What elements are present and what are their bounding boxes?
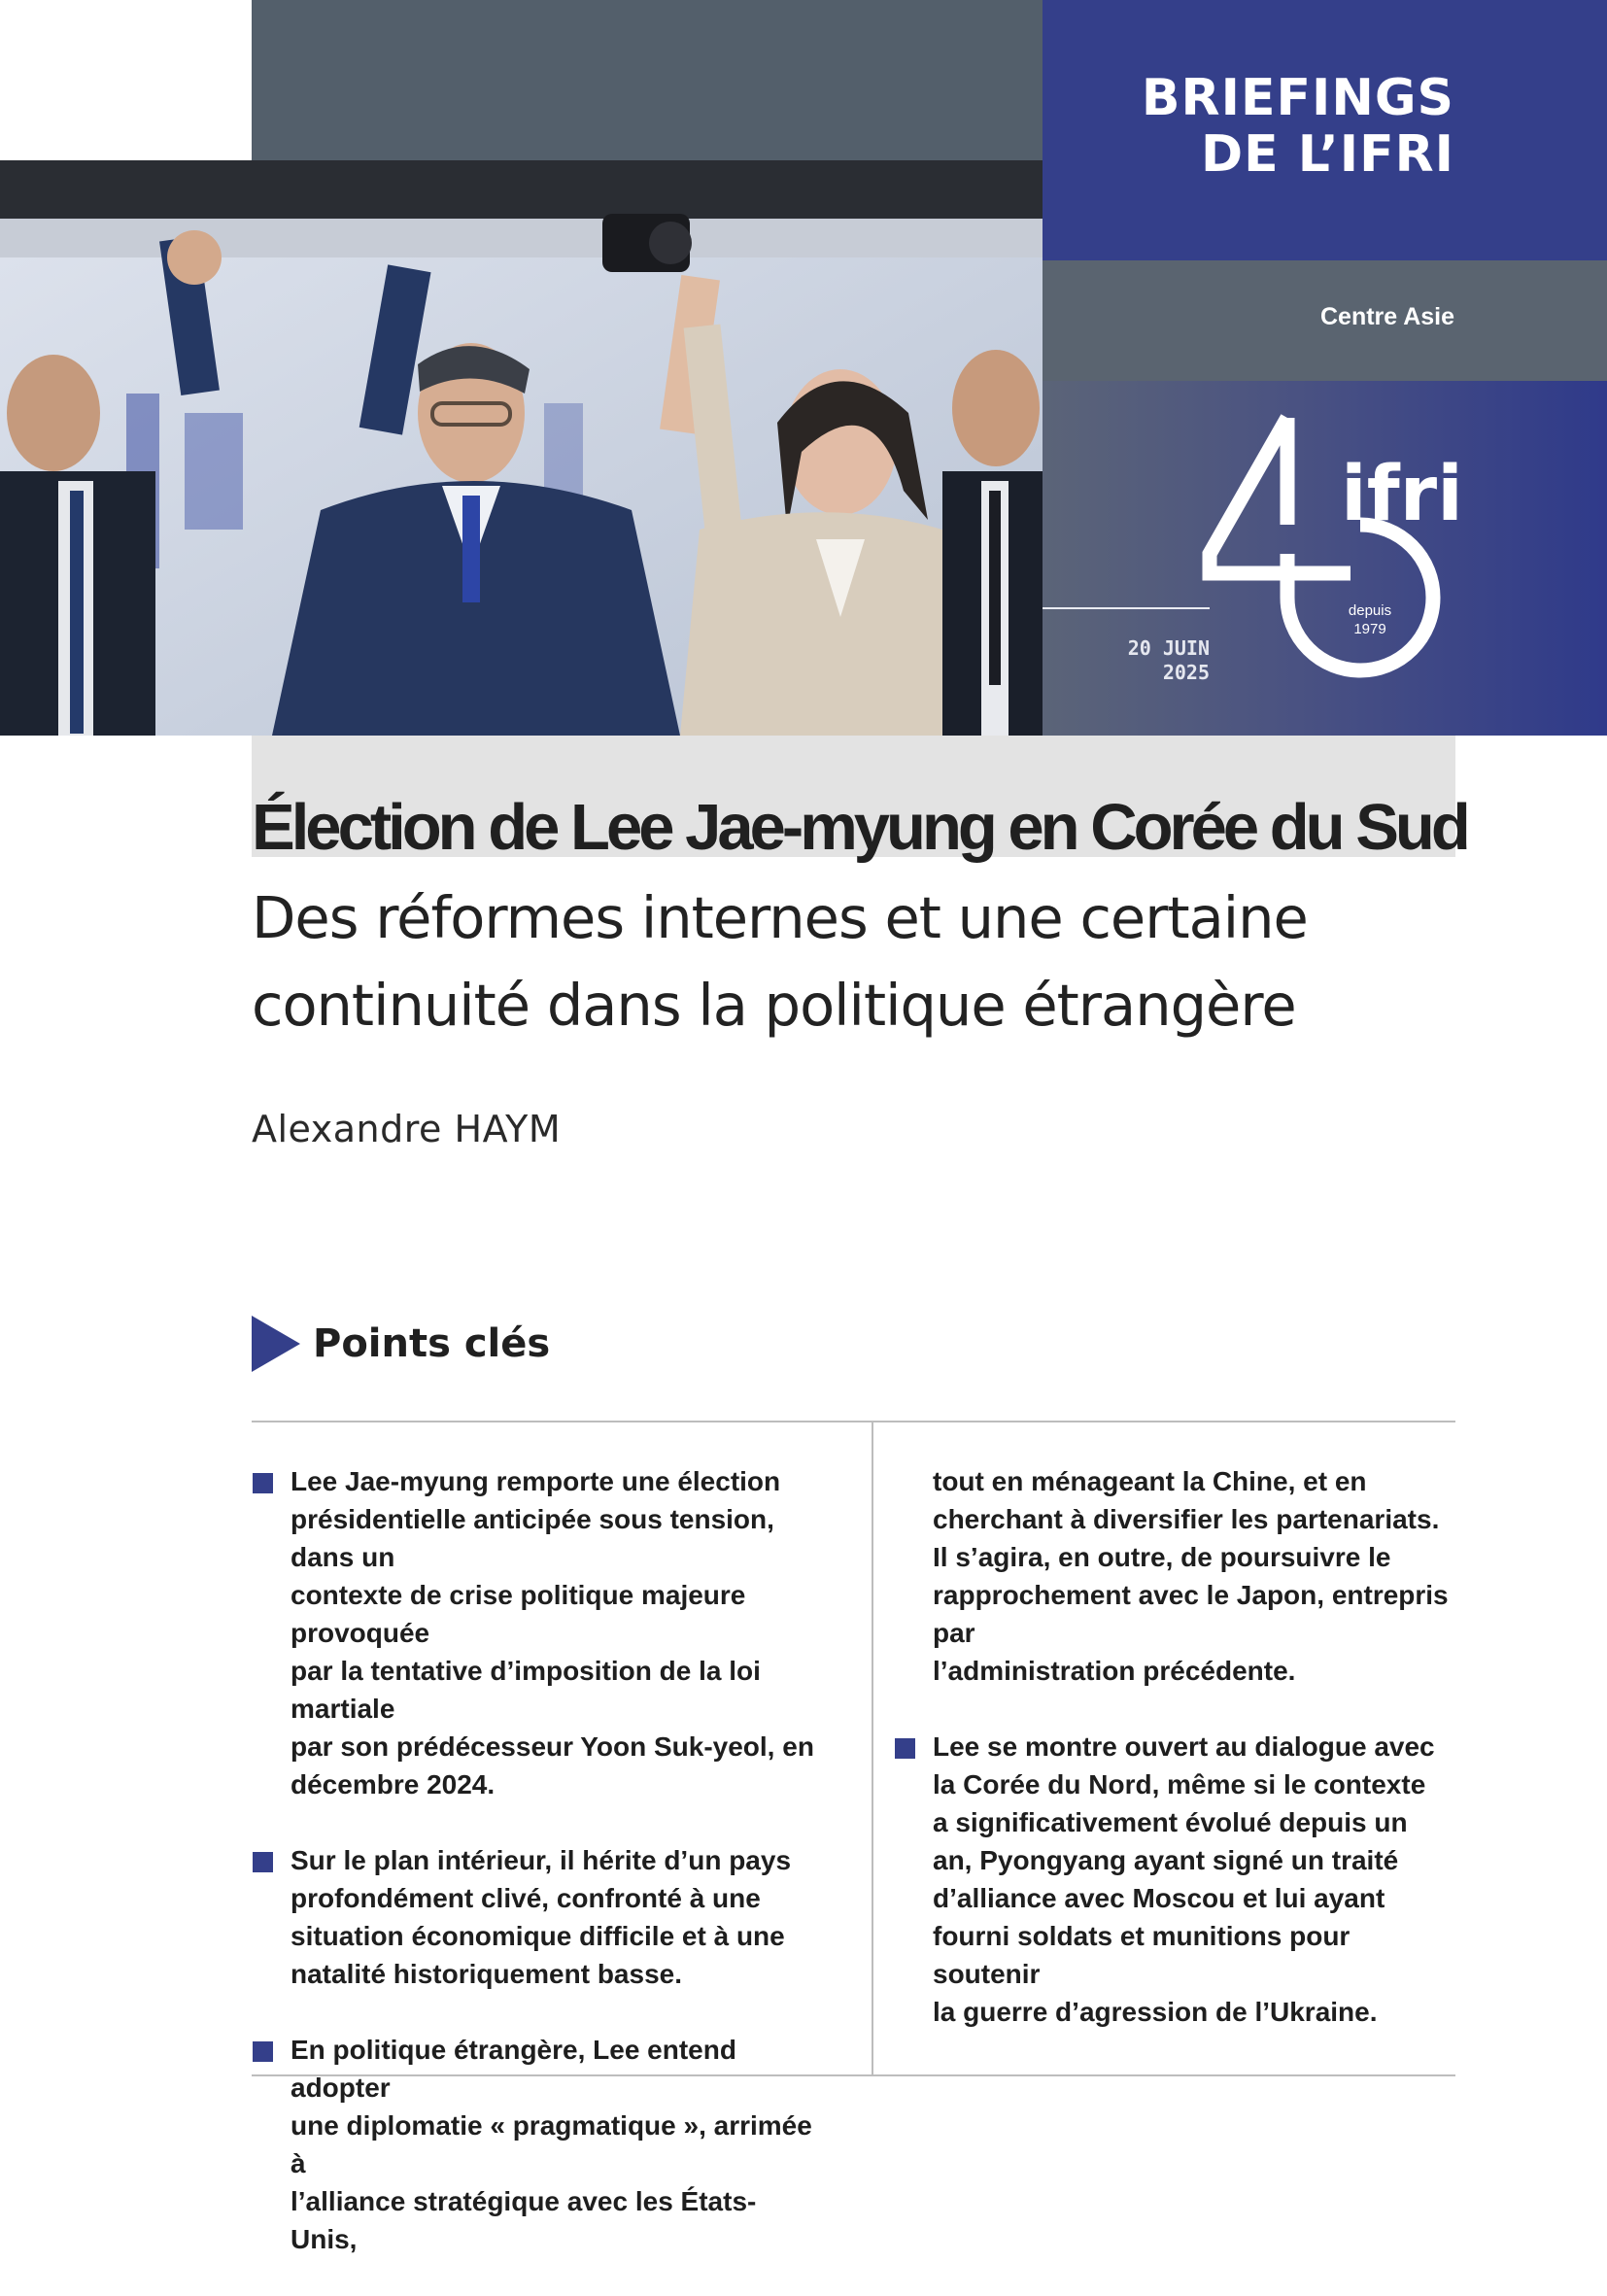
key-point-line: Il s’agira, en outre, de poursuivre le [933, 1542, 1391, 1572]
publication-date [1044, 636, 1210, 685]
key-point-line: En politique étrangère, Lee entend adopter [291, 2035, 736, 2103]
bullet-square-icon [253, 2041, 273, 2062]
key-point-line: natalité historiquement basse. [291, 1959, 682, 1989]
key-point-continuation [894, 1462, 1457, 1690]
bullet-square-icon [895, 1738, 915, 1759]
key-point-line: fourni soldats et munitions pour soutenir [933, 1921, 1351, 1989]
key-point-line: Lee se montre ouvert au dialogue avec [933, 1731, 1435, 1762]
key-point-line: par la tentative d’imposition de la loi martiale [291, 1656, 761, 1724]
key-point-line: Sur le plan intérieur, il hérite d’un pays [291, 1845, 792, 1875]
ifri-45-anniversary-logo [1195, 408, 1487, 719]
date-day-month: 20 JUIN [1127, 636, 1210, 660]
key-point-line: tout en ménageant la Chine, et en [933, 1466, 1367, 1496]
key-point-line: cherchant à diversifier les partenariats. [933, 1504, 1440, 1534]
key-point-line: une diplomatie « pragmatique », arrimée à [291, 2110, 812, 2178]
key-point-line: contexte de crise politique majeure provoquée [291, 1580, 746, 1648]
key-point-line: a significativement évolué depuis un [933, 1807, 1408, 1837]
key-point-line: profondément clivé, confronté à une [291, 1883, 761, 1913]
date-year: 2025 [1162, 661, 1210, 684]
key-point-line: an, Pyongyang ayant signé un traité [933, 1845, 1399, 1875]
page-subtitle [252, 874, 1455, 1049]
series-title-line1: BRIEFINGS [1141, 69, 1454, 127]
cover-photo [0, 160, 1043, 736]
author-name: Alexandre HAYM [252, 1108, 562, 1150]
key-point-line: présidentielle anticipée sous tension, dans un [291, 1504, 774, 1572]
key-points-left-column [252, 1462, 815, 2296]
bullet-square-icon [253, 1473, 273, 1493]
key-point-line: Lee Jae-myung remporte une élection [291, 1466, 781, 1496]
logo-since-year: 1979 [1353, 621, 1386, 637]
key-point-line: la guerre d’agression de l’Ukraine. [933, 1997, 1378, 2027]
column-divider [872, 1421, 873, 2076]
logo-wordmark: ifri [1341, 451, 1463, 538]
key-point [252, 1462, 815, 1803]
play-arrow-icon [252, 1316, 300, 1372]
key-points-top-rule [252, 1421, 1455, 1422]
centre-label: Centre Asie [1319, 303, 1454, 330]
key-point-line: situation économique difficile et à une [291, 1921, 785, 1951]
key-point-line: l’administration précédente. [933, 1656, 1296, 1686]
key-point-line: par son prédécesseur Yoon Suk-yeol, en [291, 1731, 814, 1762]
date-rule [1043, 607, 1210, 609]
subtitle-line2: continuité dans la politique étrangère [252, 972, 1296, 1039]
logo-since-label: depuis [1348, 602, 1392, 619]
key-point-line: l’alliance stratégique avec les États-Unis, [291, 2186, 757, 2254]
key-point-line: d’alliance avec Moscou et lui ayant [933, 1883, 1385, 1913]
key-point-line: décembre 2024. [291, 1769, 496, 1799]
key-point-line: la Corée du Nord, même si le contexte [933, 1769, 1426, 1799]
series-title-line2: DE L’IFRI [1201, 125, 1454, 184]
key-point [252, 1841, 815, 1993]
key-points-right-column [894, 1462, 1457, 2069]
key-point [894, 1728, 1457, 2031]
bullet-square-icon [253, 1852, 273, 1872]
key-points-heading: Points clés [313, 1321, 551, 1366]
series-title [1142, 70, 1454, 183]
key-point [252, 2031, 815, 2258]
header-slate-block [252, 0, 1043, 160]
page-title: Élection de Lee Jae-myung en Corée du Sud [252, 791, 1467, 864]
subtitle-line1: Des réformes internes et une certaine [252, 884, 1308, 951]
key-point-line: rapprochement avec le Japon, entrepris par [933, 1580, 1449, 1648]
